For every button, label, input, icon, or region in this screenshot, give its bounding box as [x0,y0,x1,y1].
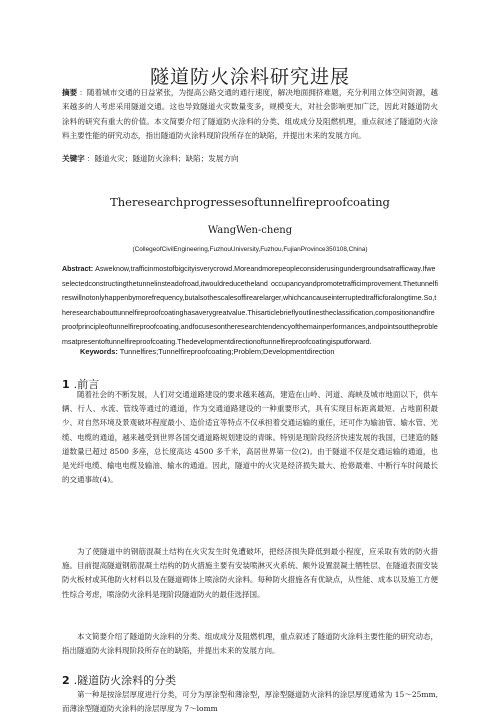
section-2-paragraph-1: 第一种是按涂层厚度进行分类，可分为厚涂型和薄涂型，厚涂型隧道防火涂料的涂层厚度通常为 15～25mm,而薄涂型隧道防火涂料的涂层厚度为 7～lomm [62,690,438,714]
english-abstract [62,262,438,350]
section-2-number: 2 [62,674,70,687]
english-keywords [80,346,440,358]
section-1-title: .前言 [73,378,100,391]
paper-title: 隧道防火涂料研究进展 [149,66,350,88]
chinese-abstract [62,86,438,143]
english-author: WangWen-cheng [207,225,293,236]
chinese-keywords-text: ：隧道火灾；隧道防火涂料；缺陷；发展方向 [86,154,239,163]
section-2-heading [62,672,176,688]
english-keywords-text: Tunnelfires;Tunnelfireproofcoating;Problem;Developmentdirection [119,347,335,356]
chinese-abstract-label: 摘要 [62,88,78,97]
chinese-keywords [62,153,438,165]
section-1-number: 1 [62,378,70,391]
chinese-keywords-label: 关键字 [62,154,85,163]
english-abstract-text: Asweknow,trafficinmostofbigcityisverycrowd.Moreandmorepeopleconsiderusingundergroundsatrafficway.Ifweselectedconstructingthetunnelinsteadofroad,itwouldreducetheland occupancyandpromotetrafficimprovement.Thetunnelfireswillnotonlyhappenbymorefrequency,butalsothescalesoffirearelarger,whichcancauseinterruptedtrafficforalongtime.So,theresearchabouttunnelfireproofcoatinghasaverygreatvalue.Thisarticlebrieflyoutlinestheclassification,compositionandfireproofprincipleoftunnelfireproofcoating,andfocusesontheresearchtendencyofthemainperformances,andpointsouttheproblemsatpresentoftunnelfireproofcoating.Thedevelopmentdirectionoftunnelfireproofcoatingisputforward. [62,265,438,346]
english-keywords-label: Keywords: [80,347,118,356]
chinese-abstract-text: ：随着城市交通的日益紧张，为提高公路交通的通行速度，解决地面拥挤难题，充分利用立体空间资源，越来越多的人考虑采用隧道交通。这也导致隧道火灾数量变多，规模变大，对社会影响更加广泛，因此对隧道防火涂料的研究有重大的价值。本文简要介绍了隧道防火涂料的分类、组成成分及阻燃机理，重点叙述了隧道防火涂料主要性能的研究动态，指出隧道防火涂料现阶段所存在的缺陷，并提出未来的发展方向。 [62,88,439,140]
section-2-title: .隧道防火涂料的分类 [73,674,177,687]
section-1-paragraph-1: 随着社会的不断发展，人们对交通道路建设的要求越来越高，建造在山岭、河道、海峡及城市地面以下，供车辆、行人、水流、管线等通过的通道，作为交通道路建设的一种重要形式，具有实现目标距离最短、占地面积最少、对自然环境及景观破坏程度最小、造价适宜等特点不仅承担着交通运输的重任，还可作为输油管、输水管、光缆、电缆的通道，越来越受到世界各国交通道路规划建设的青睐。特别是现阶段经济快速发展的我国，已建造的隧道数量已超过 8500 多座，总长度高达 4500 多千米，高居世界第一位(2)。由于隧道不仅是交通运输的通道，也是光纤电缆、输电电缆及输油、输水的通道。因此，隧道中的火灾是经济损失最大、抢修最难、中断行车时间最长的交通事故(4)。 [62,390,438,485]
section-1-paragraph-3: 本文简要介绍了隧道防火涂料的分类、组成成分及阻燃机理，重点叙述了隧道防火涂料主要性能的研究动态，指出隧道防火涂料现阶段所存在的缺陷，并提出未来的发展方向。 [62,632,438,656]
section-1-paragraph-2: 为了使隧道中的钢筋混凝土结构在火灾发生时免遭破坏，把经济损失降低到最小程度，应采取有效的防火措施。目前提高隧道钢筋混凝土结构的防火措施主要有安装喷淋灭火系统、额外设置混凝土牺牲层、在隧道表面安装防火板材或其他防火材料以及在隧道砌体上喷涂防火涂料。每种防火措施各有优缺点，从性能、成本以及施工方便性综合考虑，喷涂防火涂料是现阶段隧道防火的最佳选择国。 [62,547,438,599]
english-affiliation: (CollegeofCivilEngineering,FuzhouUniversity,Fuzhou,FujianProvince350108,China) [132,246,368,253]
english-title: Theresearchprogressesoftunnelfireproofcoating [110,195,390,209]
english-abstract-label: Abstract: [62,265,94,273]
